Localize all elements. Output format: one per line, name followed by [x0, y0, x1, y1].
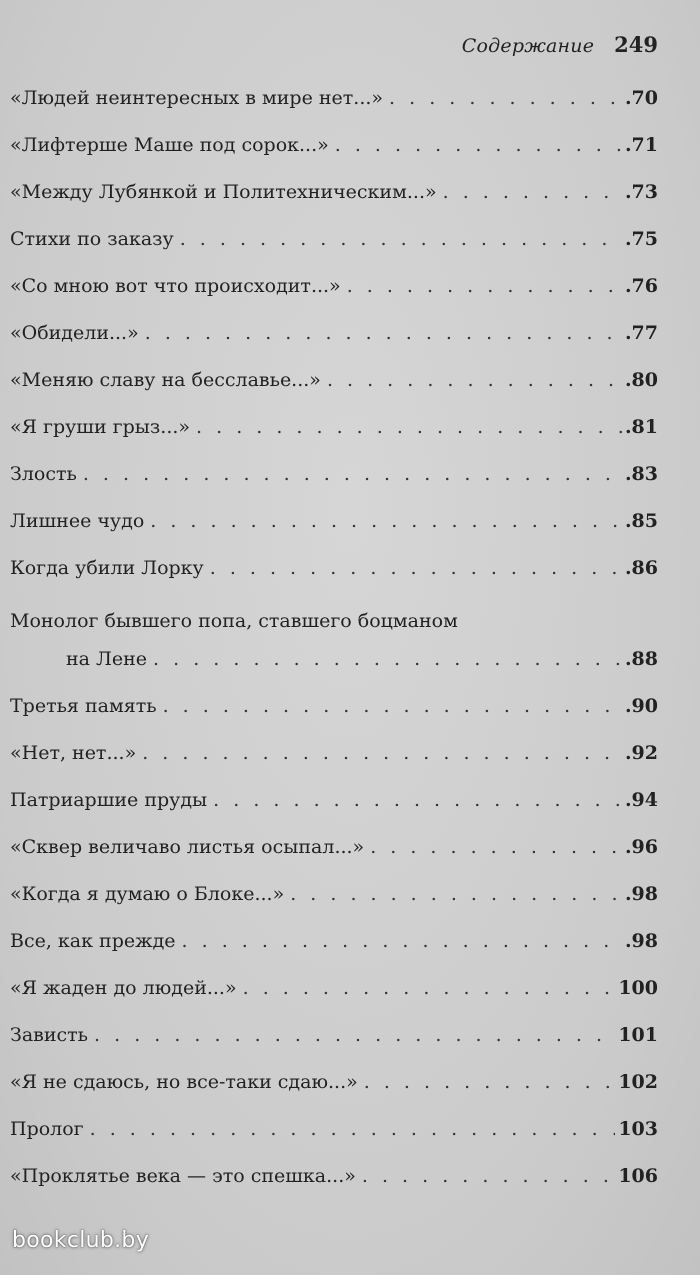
toc-entry-page: .98	[624, 930, 658, 952]
toc-entry-title: Все, как прежде	[10, 930, 176, 952]
toc-entry-page: .77	[624, 322, 658, 344]
dot-leader	[243, 977, 616, 999]
toc-entry-page: .76	[624, 275, 658, 297]
toc-entry-page: 100	[618, 977, 658, 999]
toc-entry-page: .92	[624, 742, 658, 764]
toc-entry-first-line	[10, 610, 658, 640]
toc-entry	[10, 181, 658, 211]
toc-entry-title: «Обидели...»	[10, 322, 139, 344]
dot-leader	[335, 134, 622, 156]
toc-entry	[10, 228, 658, 258]
toc-entry-title: Зависть	[10, 1024, 89, 1046]
dot-leader	[364, 1071, 616, 1093]
dot-leader	[150, 510, 622, 532]
toc-entry-title: «Со мною вот что происходит...»	[10, 275, 341, 297]
toc-entry-page: .80	[624, 369, 658, 391]
dot-leader	[90, 1118, 616, 1140]
toc-entry-page: .96	[624, 836, 658, 858]
toc-entry	[10, 463, 658, 493]
toc-entry-title: «Когда я думаю о Блоке...»	[10, 883, 285, 905]
toc-entry-page: .98	[624, 883, 658, 905]
toc-entry-title: «Я не сдаюсь, но все-таки сдаю...»	[10, 1071, 358, 1093]
toc-entry-title: Стихи по заказу	[10, 228, 174, 250]
toc-entry-page: .73	[624, 181, 658, 203]
toc-entry	[10, 742, 658, 772]
toc-entry-page: .88	[624, 648, 658, 670]
toc-entry-title: Пролог	[10, 1118, 84, 1140]
toc-entry-title: «Сквер величаво листья осыпал...»	[10, 836, 365, 858]
toc-entry	[10, 275, 658, 305]
toc-entry	[66, 648, 658, 678]
dot-leader	[163, 695, 622, 717]
section-title: Содержание	[461, 35, 595, 57]
toc-entry	[10, 557, 658, 587]
toc-entry	[10, 836, 658, 866]
toc-entry-title: «Меняю славу на бесславье...»	[10, 369, 321, 391]
toc-entry-page: .71	[624, 134, 658, 156]
dot-leader	[443, 181, 622, 203]
toc-entry	[10, 1071, 658, 1101]
toc-entry-page: .81	[624, 416, 658, 438]
dot-leader	[94, 1024, 615, 1046]
toc-entry-page: .90	[624, 695, 658, 717]
toc-entry	[10, 930, 658, 960]
toc-entry-title: «Я груши грыз...»	[10, 416, 191, 438]
dot-leader	[362, 1165, 615, 1187]
dot-leader	[290, 883, 622, 905]
toc-entry-title: «Лифтерше Маше под сорок...»	[10, 134, 329, 156]
watermark: bookclub.by	[12, 1228, 150, 1253]
toc-entry	[10, 883, 658, 913]
dot-leader	[213, 789, 622, 811]
toc-entry-page: .75	[624, 228, 658, 250]
toc-entry-page: .85	[624, 510, 658, 532]
dot-leader	[210, 557, 622, 579]
toc-entry-title: Лишнее чудо	[10, 510, 145, 532]
dot-leader	[145, 322, 622, 344]
toc-entry-title: «Проклятье века — это спешка...»	[10, 1165, 356, 1187]
dot-leader	[180, 228, 622, 250]
toc-entry	[10, 1165, 658, 1195]
toc-entry-title: Патриаршие пруды	[10, 789, 208, 811]
toc-entry-title-line1: Монолог бывшего попа, ставшего боцманом	[10, 610, 458, 632]
dot-leader	[327, 369, 622, 391]
dot-leader	[83, 463, 622, 485]
toc-entry-title: Третья память	[10, 695, 157, 717]
toc-entry-page: 102	[618, 1071, 658, 1093]
dot-leader	[370, 836, 622, 858]
toc-entry	[10, 695, 658, 725]
toc-entry	[10, 134, 658, 164]
toc-entry	[10, 1024, 658, 1054]
toc-entry	[10, 87, 658, 117]
dot-leader	[347, 275, 622, 297]
toc-entry	[10, 1118, 658, 1148]
dot-leader	[389, 87, 622, 109]
toc-entry-page: .86	[624, 557, 658, 579]
toc-entry	[10, 510, 658, 540]
toc-entry-title: на Лене	[66, 648, 148, 670]
toc-entry-page: 103	[618, 1118, 658, 1140]
toc-entry-title: «Я жаден до людей...»	[10, 977, 237, 999]
dot-leader	[196, 416, 622, 438]
toc-entry	[10, 322, 658, 352]
toc-entry-title: «Людей неинтересных в мире нет...»	[10, 87, 384, 109]
dot-leader	[182, 930, 622, 952]
toc-entry-page: .83	[624, 463, 658, 485]
toc-entry	[10, 977, 658, 1007]
toc-entry-page: .94	[624, 789, 658, 811]
toc-entry-title: Злость	[10, 463, 77, 485]
toc-entry	[10, 416, 658, 446]
toc-entry	[10, 369, 658, 399]
toc-entry-title: Когда убили Лорку	[10, 557, 204, 579]
toc-entry-page: 101	[618, 1024, 658, 1046]
toc-entry-title: «Нет, нет...»	[10, 742, 137, 764]
toc-entry-page: .70	[624, 87, 658, 109]
page-number: 249	[614, 32, 658, 57]
toc-entry-page: 106	[618, 1165, 658, 1187]
toc-entry-title: «Между Лубянкой и Политехническим...»	[10, 181, 437, 203]
toc-entry	[10, 789, 658, 819]
dot-leader	[142, 742, 622, 764]
dot-leader	[153, 648, 622, 670]
